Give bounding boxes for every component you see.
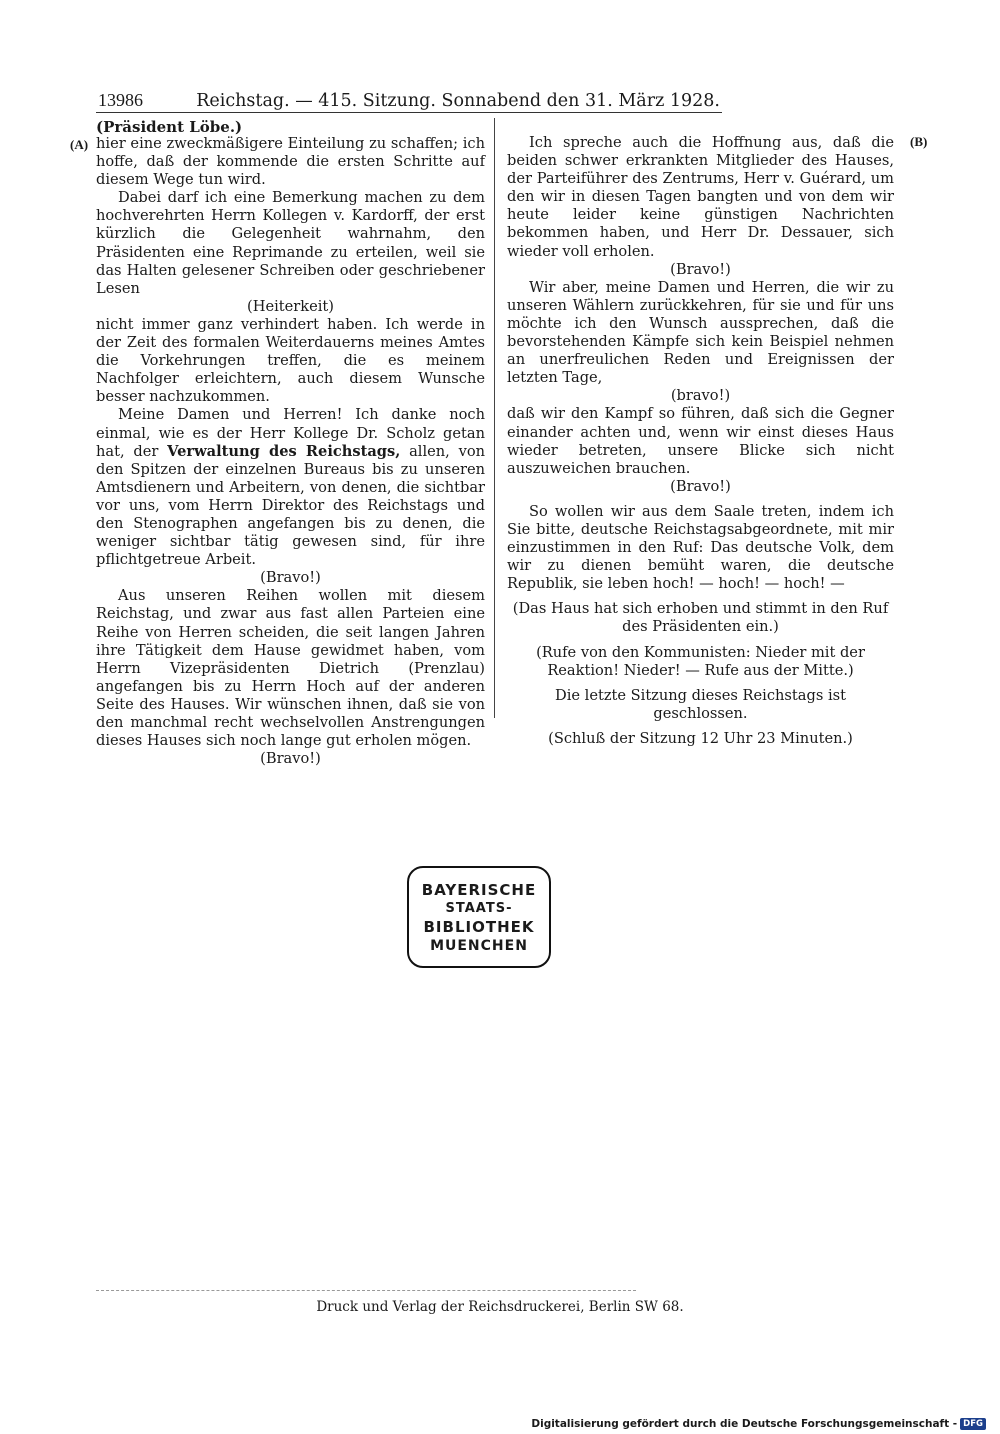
right-paragraph-1: Ich spreche auch die Hoffnung aus, daß die beiden schwer erkrankten Mitglieder des Hauses, der Parteiführer des Zentrums, Herr v. Guérard, um den wir in diesen Tagen bangten und von dem wir heute leider keine günstigen Nachrichten bekommen haben, und Herr Dr. Dessauer, sich wieder voll erholen.	[507, 134, 894, 260]
bold-term: Verwaltung des Reichstags,	[167, 442, 401, 460]
dfg-logo-icon: DFG	[960, 1418, 986, 1430]
reaction-bravo-1: (Bravo!)	[260, 569, 321, 587]
stage-direction-1: (Das Haus hat sich erhoben und stimmt in den Ruf des Präsidenten ein.)	[512, 600, 889, 636]
reaction-bravo-3: (Bravo!)	[670, 260, 731, 278]
left-paragraph-5: Aus unseren Reihen wollen mit diesem Reichstag, und zwar aus fast allen Parteien eine Reihe von Herren scheiden, die seit langen Jahren ihre Tätigkeit dem Hause gewidmet haben, vom Herrn Vizepräsidenten Dietrich (Prenzlau) angefangen bis zu Herrn Hoch auf der anderen Seite des Hauses. Wir wünschen ihnen, daß sie von den manchmal recht wechselvollen Anstrengungen dieses Hauses sich noch lange gut erholen mögen.	[96, 587, 485, 750]
reaction-bravo-2: (Bravo!)	[260, 750, 321, 768]
right-paragraph-4: So wollen wir aus dem Saale treten, indem ich Sie bitte, deutsche Reichstagsabgeordnete, mit mir einzustimmen in den Ruf: Das deutsche Volk, dem wir zu dienen bemüht waren, die deutsche Republik, sie leben hoch! — hoch! — hoch! —	[507, 502, 894, 593]
reaction-bravo-5: (Bravo!)	[670, 477, 731, 495]
stage-direction-2: (Rufe von den Kommunisten: Nieder mit der Reaktion! Nieder! — Rufe aus der Mitte.)	[536, 643, 865, 679]
stamp-line-2: STAATS-	[445, 900, 513, 916]
left-paragraph-1: hier eine zweckmäßigere Einteilung zu schaffen; ich hoffe, daß der kommende die ersten Schritte auf diesem Wege tun wird.	[96, 135, 485, 189]
stamp-line-4: MUENCHEN	[430, 937, 528, 954]
running-title: Reichstag. — 415. Sitzung. Sonnabend den 31. März 1928.	[196, 91, 720, 111]
footer-dotted-line	[96, 1290, 636, 1292]
credit-text: Digitalisierung gefördert durch die Deutsche Forschungsgemeinschaft -	[531, 1418, 958, 1430]
header-rule	[96, 112, 722, 113]
library-stamp	[407, 866, 551, 968]
stamp-line-3: BIBLIOTHEK	[423, 917, 535, 936]
page-number: 13986	[98, 90, 143, 110]
reaction-bravo-4: (bravo!)	[670, 387, 731, 405]
left-paragraph-4	[96, 406, 485, 569]
right-paragraph-2: Wir aber, meine Damen und Herren, die wir zu unseren Wählern zurückkehren, für sie und für uns möchte ich den Wunsch aussprechen, daß die bevorstehenden Kämpfe sich kein Beispiel nehmen an unerfreulichen Reden und Ereignissen der letzten Tage,	[507, 278, 894, 387]
speaker-label: (Präsident Löbe.)	[96, 118, 243, 136]
digitization-credit	[531, 1418, 986, 1430]
reaction-heiterkeit: (Heiterkeit)	[247, 297, 334, 315]
left-paragraph-4-end: allen, von den Spitzen der einzelnen Bureaus bis zu unseren Amtsdienern und Arbeitern, von denen, die sichtbar vor uns, vom Herrn Direktor des Reichstags und den Stenographen angefangen bis zu denen, die weniger sichtbar tätig gewesen sind, für ihre pflichtgetreue Arbeit.	[96, 442, 486, 569]
margin-marker-b: (B)	[910, 134, 928, 149]
printer-imprint: Druck und Verlag der Reichsdruckerei, Berlin SW 68.	[316, 1299, 684, 1315]
stamp-line-1: BAYERISCHE	[421, 880, 537, 899]
session-end-note: (Schluß der Sitzung 12 Uhr 23 Minuten.)	[548, 729, 853, 747]
left-column	[96, 135, 485, 768]
left-paragraph-2: Dabei darf ich eine Bemerkung machen zu dem hochverehrten Herrn Kollegen v. Kardorff, der erst kürzlich die Gelegenheit wahrnahm, den Präsidenten eine Reprimande zu erteilen, weil sie das Halten gelesener Schreiben oder geschriebener Lesen	[96, 189, 485, 297]
running-header	[98, 90, 720, 111]
margin-marker-a: (A)	[70, 137, 89, 152]
right-paragraph-3: daß wir den Kampf so führen, daß sich die Gegner einander achten und, wenn wir einst dieses Haus wieder betreten, unsere Blicke sich nicht auszuweichen brauchen.	[507, 405, 894, 477]
column-divider	[494, 118, 495, 718]
right-column	[507, 134, 894, 748]
left-paragraph-4-start: Meine Damen und Herren! Ich danke noch einmal, wie es der Herr Kollege Dr. Scholz getan hat, der	[96, 406, 485, 460]
left-paragraph-3: nicht immer ganz verhindert haben. Ich werde in der Zeit des formalen Weiterdauerns meines Amtes die Vorkehrungen treffen, die es meinem Nachfolger erleichtern, auch diesem Wunsche besser nachzukommen.	[96, 315, 485, 406]
closing-statement: Die letzte Sitzung dieses Reichstags ist geschlossen.	[555, 686, 846, 722]
